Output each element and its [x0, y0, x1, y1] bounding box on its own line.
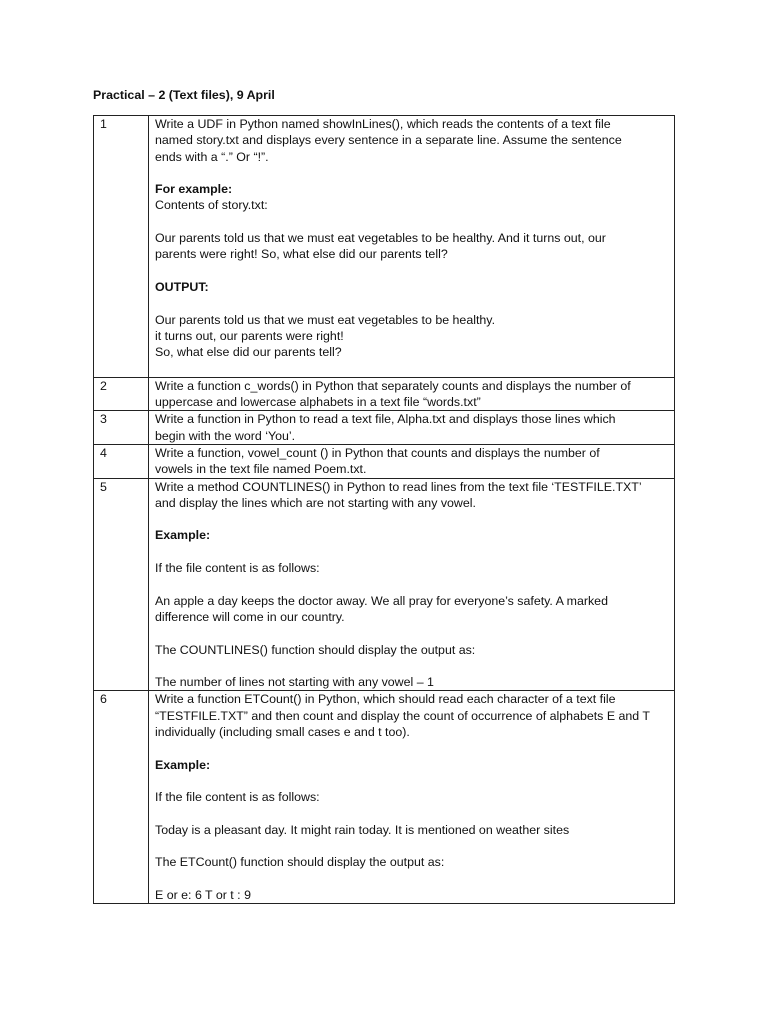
- blank-line: [155, 658, 668, 674]
- text-line: If the file content is as follows:: [155, 561, 320, 576]
- text-line: An apple a day keeps the doctor away. We all pray for everyone’s safety. A marked: [155, 593, 608, 608]
- example-heading: For example:: [155, 182, 233, 197]
- question-number: 2: [94, 377, 149, 411]
- text-line: So, what else did our parents tell?: [155, 345, 342, 360]
- text-line: Write a function c_words() in Python that separately counts and displays the number of: [155, 378, 631, 393]
- question-text: [149, 691, 675, 904]
- text-line: it turns out, our parents were right!: [155, 328, 344, 343]
- text-line: vowels in the text file named Poem.txt.: [155, 462, 367, 477]
- blank-line: [155, 871, 668, 887]
- blank-line: [155, 838, 668, 854]
- table-row: [94, 478, 675, 691]
- text-line: Our parents told us that we must eat vegetables to be healthy.: [155, 312, 496, 327]
- text-line: begin with the word ‘You’.: [155, 428, 296, 443]
- blank-line: [155, 740, 668, 756]
- text-line: Write a UDF in Python named showInLines(), which reads the contents of a text file: [155, 117, 611, 131]
- blank-line: [155, 360, 668, 376]
- text-line: Write a function, vowel_count () in Python that counts and displays the number of: [155, 445, 600, 460]
- table-row: [94, 691, 675, 904]
- text-line: If the file content is as follows:: [155, 790, 320, 805]
- question-number: 4: [94, 444, 149, 478]
- table-row: [94, 444, 675, 478]
- text-line: E or e: 6 T or t : 9: [155, 887, 251, 902]
- example-heading: Example:: [155, 528, 211, 543]
- blank-line: [155, 165, 668, 181]
- text-line: Write a function ETCount() in Python, which should read each character of a text file: [155, 692, 616, 707]
- table-row: [94, 411, 675, 445]
- question-number: 1: [94, 116, 149, 378]
- text-line: The number of lines not starting with any vowel – 1: [155, 675, 434, 690]
- text-line: uppercase and lowercase alphabets in a text file “words.txt”: [155, 395, 481, 410]
- output-heading: OUTPUT:: [155, 279, 209, 294]
- text-line: and display the lines which are not starting with any vowel.: [155, 495, 476, 510]
- text-line: The COUNTLINES() function should display the output as:: [155, 642, 476, 657]
- blank-line: [155, 576, 668, 592]
- text-line: named story.txt and displays every sentence in a separate line. Assume the sentence: [155, 133, 622, 148]
- text-line: The ETCount() function should display the output as:: [155, 855, 445, 870]
- example-heading: Example:: [155, 757, 211, 772]
- blank-line: [155, 773, 668, 789]
- text-line: “TESTFILE.TXT” and then count and display the count of occurrence of alphabets E and T: [155, 708, 650, 723]
- text-line: difference will come in our country.: [155, 609, 345, 624]
- text-line: parents were right! So, what else did our parents tell?: [155, 247, 448, 262]
- question-number: 3: [94, 411, 149, 445]
- blank-line: [155, 511, 668, 527]
- text-line: Write a function in Python to read a text file, Alpha.txt and displays those lines which: [155, 412, 616, 427]
- question-text: [149, 377, 675, 411]
- text-line: Our parents told us that we must eat vegetables to be healthy. And it turns out, our: [155, 231, 606, 246]
- question-text: [149, 478, 675, 691]
- practical-table: [93, 115, 675, 904]
- text-line: Contents of story.txt:: [155, 198, 268, 213]
- question-text: [149, 411, 675, 445]
- table-row: [94, 116, 675, 378]
- text-line: Write a method COUNTLINES() in Python to read lines from the text file ‘TESTFILE.TXT’: [155, 479, 642, 494]
- blank-line: [155, 263, 668, 279]
- blank-line: [155, 544, 668, 560]
- text-line: Today is a pleasant day. It might rain today. It is mentioned on weather sites: [155, 822, 570, 837]
- table-row: [94, 377, 675, 411]
- blank-line: [155, 625, 668, 641]
- blank-line: [155, 295, 668, 311]
- blank-line: [155, 805, 668, 821]
- question-number: 5: [94, 478, 149, 691]
- text-line: ends with a “.” Or “!”.: [155, 149, 269, 164]
- blank-line: [155, 214, 668, 230]
- text-line: individually (including small cases e and t too).: [155, 724, 410, 739]
- page-title: Practical – 2 (Text files), 9 April: [93, 88, 275, 102]
- question-number: 6: [94, 691, 149, 904]
- question-text: [149, 444, 675, 478]
- question-text: [149, 116, 675, 378]
